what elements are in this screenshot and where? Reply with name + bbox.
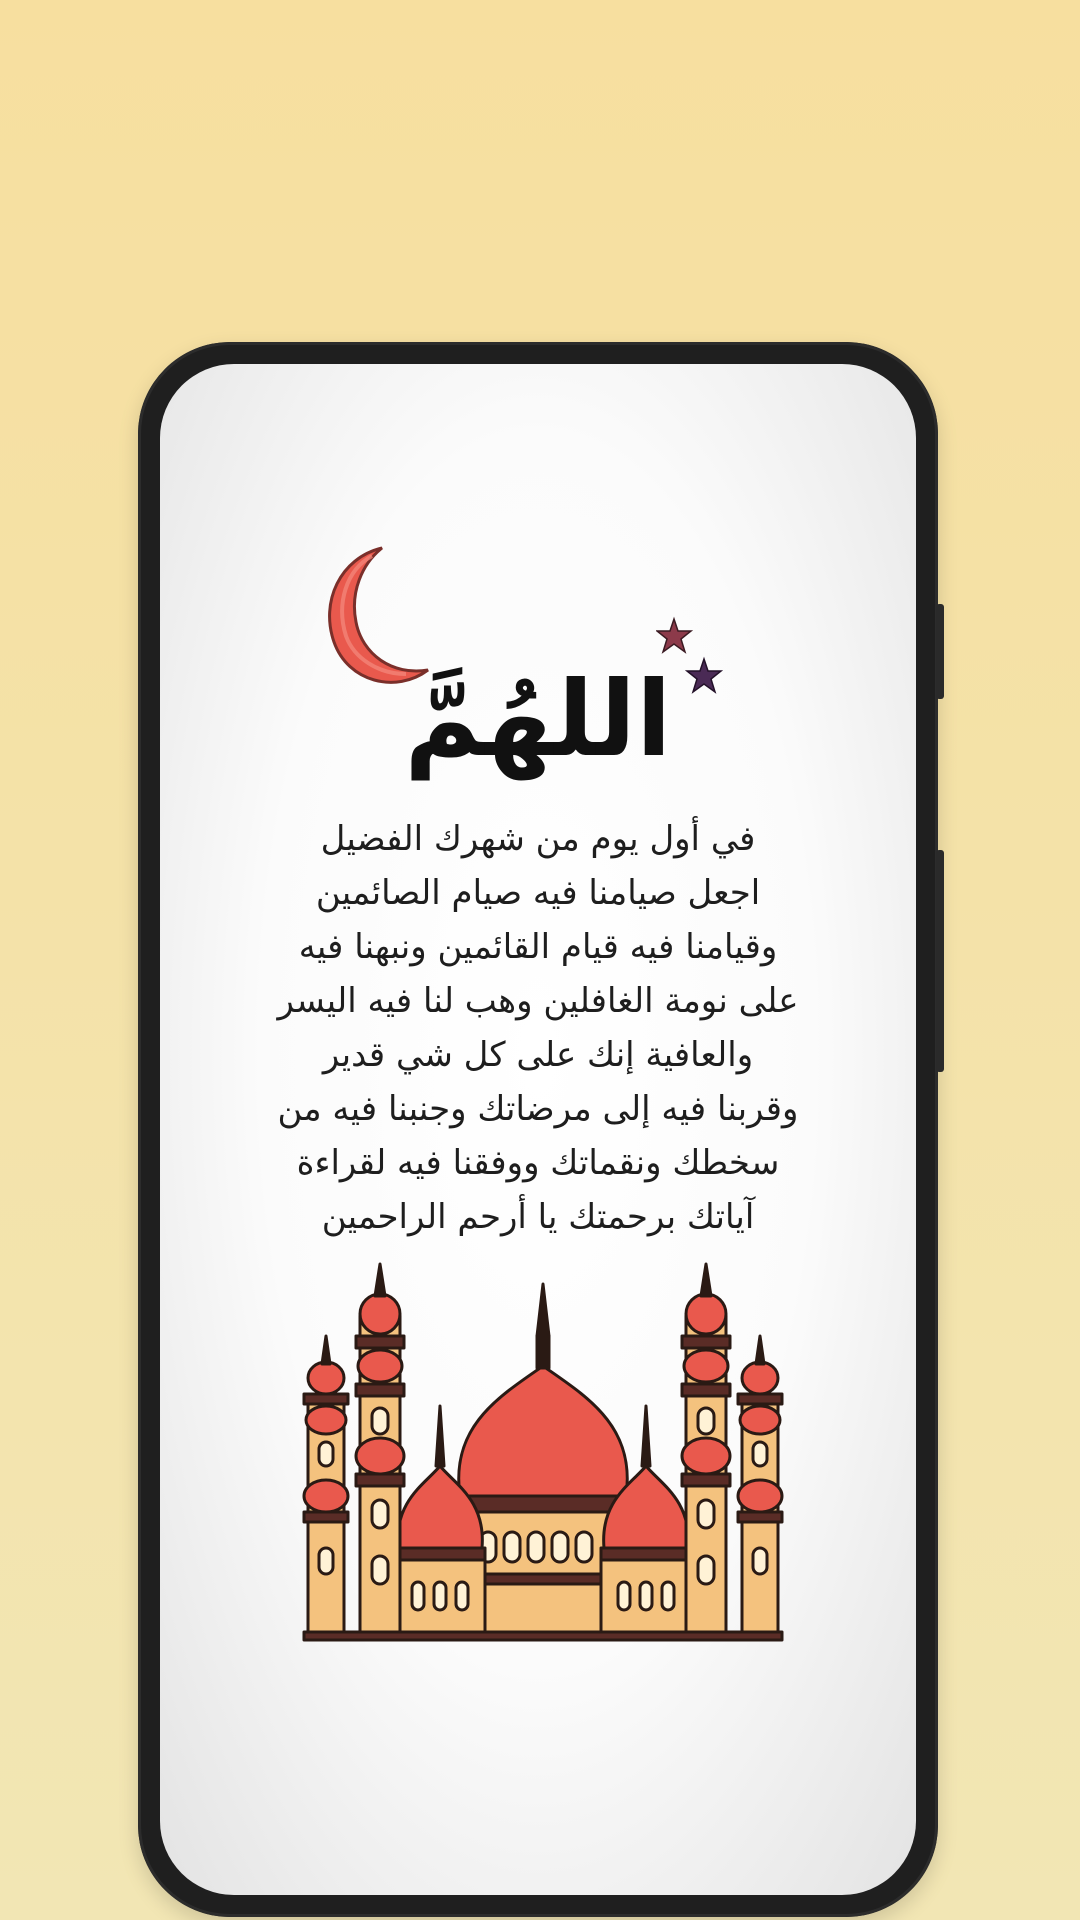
phone-side-button — [936, 604, 944, 699]
card-title: اللهُمَّ — [404, 658, 672, 780]
phone-volume-button — [936, 850, 944, 1072]
phone-screen — [160, 364, 916, 1895]
prayer-line: آياتك برحمتك يا أرحم الراحمين — [321, 1197, 755, 1237]
phone-mockup — [138, 342, 938, 1917]
prayer-line: والعافية إنك على كل شي قدير — [322, 1035, 754, 1075]
prayer-line: وقربنا فيه إلى مرضاتك وجنبنا فيه من — [277, 1089, 799, 1129]
prayer-line: في أول يوم من شهرك الفضيل — [320, 819, 756, 859]
mosque-illustration — [300, 1256, 786, 1642]
prayer-line: سخطك ونقماتك ووفقنا فيه لقراءة — [296, 1143, 780, 1183]
prayer-line: على نومة الغافلين وهب لنا فيه اليسر — [277, 981, 799, 1021]
prayer-text — [230, 812, 846, 1244]
prayer-line: وقيامنا فيه قيام القائمين ونبهنا فيه — [298, 927, 778, 967]
prayer-line: اجعل صيامنا فيه صيام الصائمين — [315, 873, 761, 913]
